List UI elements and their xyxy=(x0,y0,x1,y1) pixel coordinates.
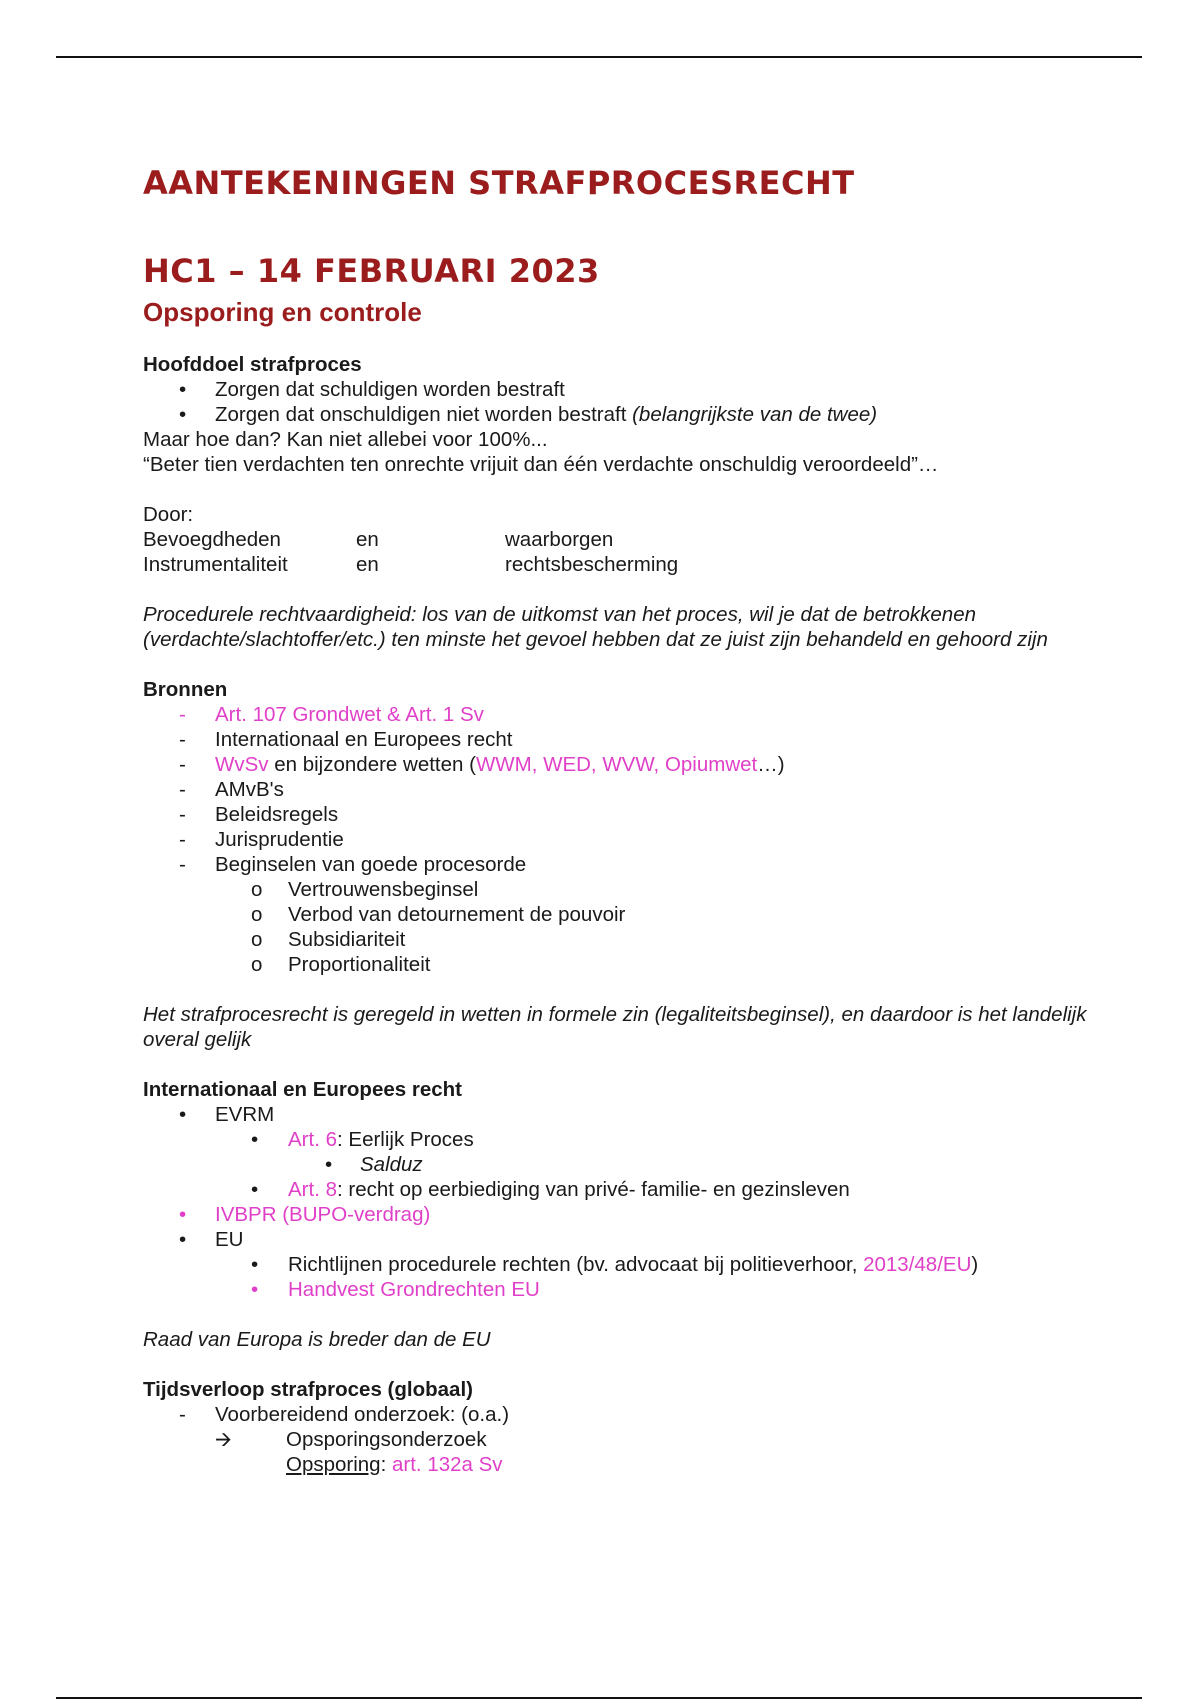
opsporing-label: Opsporing xyxy=(286,1453,381,1476)
bullet-marker: • xyxy=(179,1103,187,1126)
paragraph: Maar hoe dan? Kan niet allebei voor 100%... xyxy=(143,428,548,451)
list-item-text: ) xyxy=(971,1253,979,1276)
sub-list-item xyxy=(143,902,1103,927)
list-item-text: : xyxy=(380,1453,392,1476)
list-item-text: Opsporingsonderzoek xyxy=(286,1428,487,1451)
list-item xyxy=(143,702,1103,727)
internationaal-heading: Internationaal en Europees recht xyxy=(143,1078,462,1101)
raad-paragraph: Raad van Europa is breder dan de EU xyxy=(143,1328,491,1351)
door-cell: en xyxy=(356,528,379,551)
list-item-text: Verbod van detournement de pouvoir xyxy=(288,903,626,926)
bullet-marker: • xyxy=(251,1253,259,1276)
list-item-text: Zorgen dat onschuldigen niet worden bestraft xyxy=(215,403,627,426)
list-item-text: Internationaal en Europees recht xyxy=(215,728,513,751)
legaliteit-paragraph: Het strafprocesrecht is geregeld in wetten in formele zin (legaliteitsbeginsel), en daardoor is het landelijk overal gelijk xyxy=(143,1003,1087,1051)
list-item-text: Proportionaliteit xyxy=(288,953,431,976)
door-cell: en xyxy=(356,553,379,576)
dash-marker: - xyxy=(179,753,186,776)
bronnen-heading: Bronnen xyxy=(143,678,228,701)
list-item xyxy=(143,802,1103,827)
law-link[interactable]: IVBPR (BUPO-verdrag) xyxy=(215,1203,431,1226)
door-cell: waarborgen xyxy=(505,528,614,551)
list-item xyxy=(143,852,1103,877)
lecture-subheading: Opsporing en controle xyxy=(143,297,422,327)
bullet-marker: • xyxy=(179,1203,187,1226)
list-item xyxy=(143,1102,1103,1127)
sub-list-item xyxy=(143,1127,1103,1152)
tijdsverloop-heading: Tijdsverloop strafproces (globaal) xyxy=(143,1378,473,1401)
sub-list-item xyxy=(143,1177,1103,1202)
opsporing-line xyxy=(143,1452,1103,1477)
bullet-marker: • xyxy=(251,1128,259,1151)
dash-marker: - xyxy=(179,853,186,876)
bullet-marker: • xyxy=(251,1178,259,1201)
list-item-text: Voorbereidend onderzoek: (o.a.) xyxy=(215,1403,510,1426)
sub-list-item xyxy=(143,1252,1103,1277)
circle-marker: o xyxy=(251,953,263,976)
dash-marker: - xyxy=(179,728,186,751)
door-cell: Instrumentaliteit xyxy=(143,553,288,576)
law-link[interactable]: Handvest Grondrechten EU xyxy=(288,1278,540,1301)
sub-sub-list-item xyxy=(143,1152,1103,1177)
circle-marker: o xyxy=(251,903,263,926)
door-row xyxy=(143,552,1103,577)
list-item-text: AMvB's xyxy=(215,778,284,801)
list-item-text: Beginselen van goede procesorde xyxy=(215,853,527,876)
document-body xyxy=(143,352,1103,1477)
sub-list-item xyxy=(143,927,1103,952)
bullet-marker: • xyxy=(251,1278,259,1301)
door-cell: Bevoegdheden xyxy=(143,528,281,551)
bullet-marker: • xyxy=(179,378,187,401)
door-row xyxy=(143,527,1103,552)
list-item xyxy=(143,1202,1103,1227)
list-item-text: …) xyxy=(757,753,785,776)
arrow-item xyxy=(143,1427,1103,1452)
bullet-marker: • xyxy=(179,403,187,426)
circle-marker: o xyxy=(251,928,263,951)
list-item-text: Subsidiariteit xyxy=(288,928,406,951)
document-title: AANTEKENINGEN STRAFPROCESRECHT xyxy=(143,164,855,202)
list-item xyxy=(143,377,1103,402)
list-item-text: Jurisprudentie xyxy=(215,828,344,851)
law-link[interactable]: WWM, WED, WVW, Opiumwet xyxy=(475,753,758,776)
hoofddoel-heading: Hoofddoel strafproces xyxy=(143,353,362,376)
list-item-text: Richtlijnen procedurele rechten (bv. advocaat bij politieverhoor, xyxy=(288,1253,864,1276)
sub-list-item xyxy=(143,877,1103,902)
procedurele-paragraph: Procedurele rechtvaardigheid: los van de uitkomst van het proces, wil je dat de betrokkenen (verdachte/slachtoffer/etc.) ten minste het gevoel hebben dat ze juist zijn behandeld en gehoord zijn xyxy=(143,603,1048,651)
list-item-text: Zorgen dat schuldigen worden bestraft xyxy=(215,378,565,401)
dash-marker: - xyxy=(179,803,186,826)
bottom-rule xyxy=(56,1697,1142,1699)
list-item xyxy=(143,777,1103,802)
list-item xyxy=(143,402,1103,427)
law-link[interactable]: 2013/48/EU xyxy=(863,1253,972,1276)
list-item-text: Vertrouwensbeginsel xyxy=(288,878,479,901)
law-link[interactable]: Art. 107 Grondwet & Art. 1 Sv xyxy=(215,703,484,726)
list-item-text: Salduz xyxy=(360,1153,423,1176)
list-item-text: Beleidsregels xyxy=(215,803,339,826)
list-item xyxy=(143,1402,1103,1427)
dash-marker: - xyxy=(179,778,186,801)
list-item xyxy=(143,827,1103,852)
dash-marker: - xyxy=(179,1403,186,1426)
law-link[interactable]: Art. 6 xyxy=(288,1128,337,1151)
lecture-heading: HC1 – 14 FEBRUARI 2023 xyxy=(143,252,600,290)
door-label: Door: xyxy=(143,503,194,526)
door-cell: rechtsbescherming xyxy=(505,553,679,576)
law-link[interactable]: art. 132a Sv xyxy=(392,1453,503,1476)
bullet-marker: • xyxy=(179,1228,187,1251)
sub-list-item xyxy=(143,1277,1103,1302)
sub-list-item xyxy=(143,952,1103,977)
top-rule xyxy=(56,56,1142,58)
bullet-marker: • xyxy=(325,1153,333,1176)
circle-marker: o xyxy=(251,878,263,901)
list-item-note: (belangrijkste van de twee) xyxy=(632,403,878,426)
list-item-text: : recht op eerbiediging van privé- familie- en gezinsleven xyxy=(337,1178,850,1201)
list-item xyxy=(143,1227,1103,1252)
list-item-text: : Eerlijk Proces xyxy=(337,1128,474,1151)
list-item xyxy=(143,727,1103,752)
list-item-text: EU xyxy=(215,1228,244,1251)
quote: “Beter tien verdachten ten onrechte vrijuit dan één verdachte onschuldig veroordeeld”… xyxy=(143,453,939,476)
arrow-right-icon: 🡪 xyxy=(215,1428,232,1451)
dash-marker: - xyxy=(179,703,186,726)
list-item xyxy=(143,752,1103,777)
dash-marker: - xyxy=(179,828,186,851)
law-link[interactable]: WvSv xyxy=(215,753,269,776)
law-link[interactable]: Art. 8 xyxy=(288,1178,337,1201)
list-item-text: en bijzondere wetten ( xyxy=(268,753,476,776)
list-item-text: EVRM xyxy=(215,1103,275,1126)
